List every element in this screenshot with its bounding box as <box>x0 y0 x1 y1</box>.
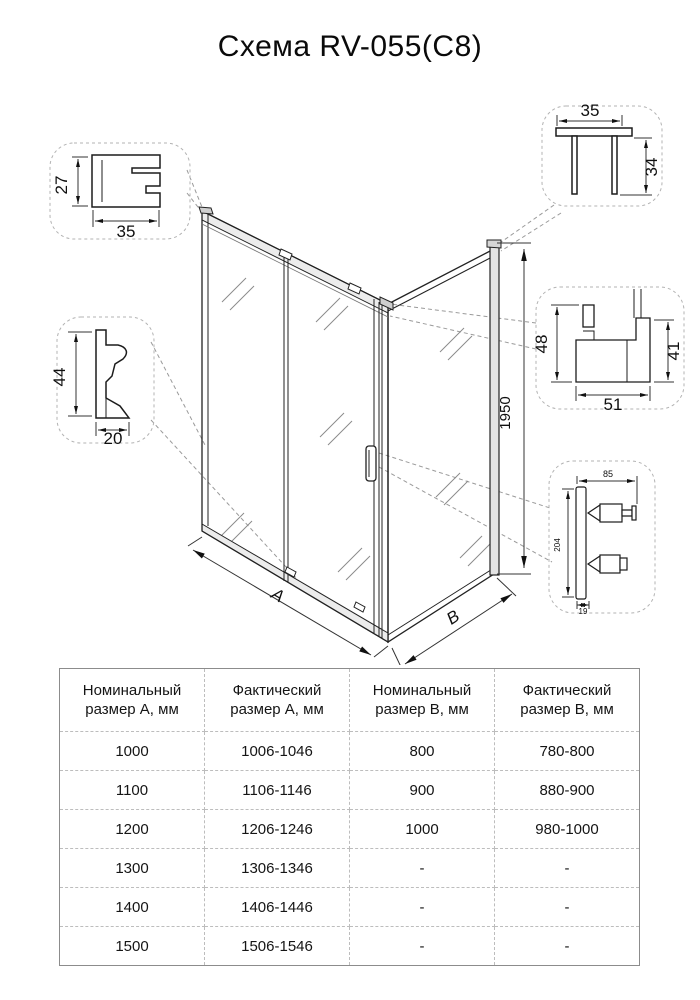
table-row <box>60 771 640 810</box>
table-cell: 1406-1446 <box>205 888 350 927</box>
table-cell: - <box>350 849 495 888</box>
header-nominal-b: Номинальный размер В, мм <box>350 669 495 732</box>
header-actual-b: Фактический размер В, мм <box>495 669 640 732</box>
bottom-rail-width-label: 20 <box>103 429 123 448</box>
enclosure-drawing <box>199 207 501 642</box>
corner-post-right-height-label: 41 <box>664 341 683 361</box>
table-cell: 1106-1146 <box>205 771 350 810</box>
front-door-assembly <box>199 207 393 642</box>
callout-bottom-rail <box>50 317 154 448</box>
bottom-rail-section <box>96 330 129 418</box>
table-cell: 1400 <box>60 888 205 927</box>
table-cell: 1000 <box>350 810 495 849</box>
bottom-rail <box>202 524 388 642</box>
table-cell: 1306-1346 <box>205 849 350 888</box>
size-table-header-row <box>60 669 640 732</box>
callout-wall-profile <box>50 143 190 241</box>
table-cell: 1500 <box>60 927 205 966</box>
side-panel <box>388 240 501 642</box>
left-stile-cap <box>199 207 213 214</box>
table-row <box>60 849 640 888</box>
table-cell: 1100 <box>60 771 205 810</box>
callout-handle <box>549 461 655 616</box>
dim-height-label: 1950 <box>497 396 514 430</box>
table-cell: 1000 <box>60 732 205 771</box>
table-row <box>60 888 640 927</box>
door-handle <box>366 446 376 481</box>
wall-profile-height-label: 27 <box>52 175 71 195</box>
handle-section <box>576 487 636 599</box>
table-cell: 900 <box>350 771 495 810</box>
overall-dimensions <box>188 243 531 665</box>
top-rail-height-label: 34 <box>642 157 661 177</box>
table-cell: - <box>350 888 495 927</box>
top-rail-section <box>556 128 632 194</box>
handle-depth-label: 19 <box>578 607 588 616</box>
header-actual-a: Фактический размер А, мм <box>205 669 350 732</box>
table-cell: 880-900 <box>495 771 640 810</box>
top-rail-width-label: 35 <box>580 101 600 120</box>
dim-b-label: B <box>443 606 463 629</box>
corner-post-width-label: 51 <box>603 395 623 414</box>
table-cell: 1006-1046 <box>205 732 350 771</box>
callout-top-rail <box>542 101 662 206</box>
table-cell: - <box>495 849 640 888</box>
table-cell: 800 <box>350 732 495 771</box>
table-cell: 1506-1546 <box>205 927 350 966</box>
table-cell: - <box>495 927 640 966</box>
handle-width-label: 85 <box>602 469 614 479</box>
corner-post-left-height-label: 48 <box>532 334 551 354</box>
size-table <box>59 668 640 966</box>
table-row <box>60 927 640 966</box>
wall-profile-width-label: 35 <box>116 222 136 241</box>
table-cell: 1300 <box>60 849 205 888</box>
table-row <box>60 810 640 849</box>
table-cell: 780-800 <box>495 732 640 771</box>
table-cell: 980-1000 <box>495 810 640 849</box>
handle-height-label: 204 <box>553 538 562 552</box>
corner-post-section <box>576 289 650 382</box>
header-nominal-a: Номинальный размер А, мм <box>60 669 205 732</box>
table-cell: - <box>350 927 495 966</box>
bottom-rail-height-label: 44 <box>50 367 69 387</box>
table-cell: 1200 <box>60 810 205 849</box>
table-cell: - <box>495 888 640 927</box>
table-cell: 1206-1246 <box>205 810 350 849</box>
page-title: Схема RV-055(C8) <box>217 30 483 63</box>
dim-a-label: A <box>268 584 288 607</box>
glass-hatching <box>220 278 490 580</box>
callout-corner-post <box>532 287 684 414</box>
table-row <box>60 732 640 771</box>
wall-profile-cap <box>487 240 501 248</box>
top-rail <box>202 211 388 313</box>
